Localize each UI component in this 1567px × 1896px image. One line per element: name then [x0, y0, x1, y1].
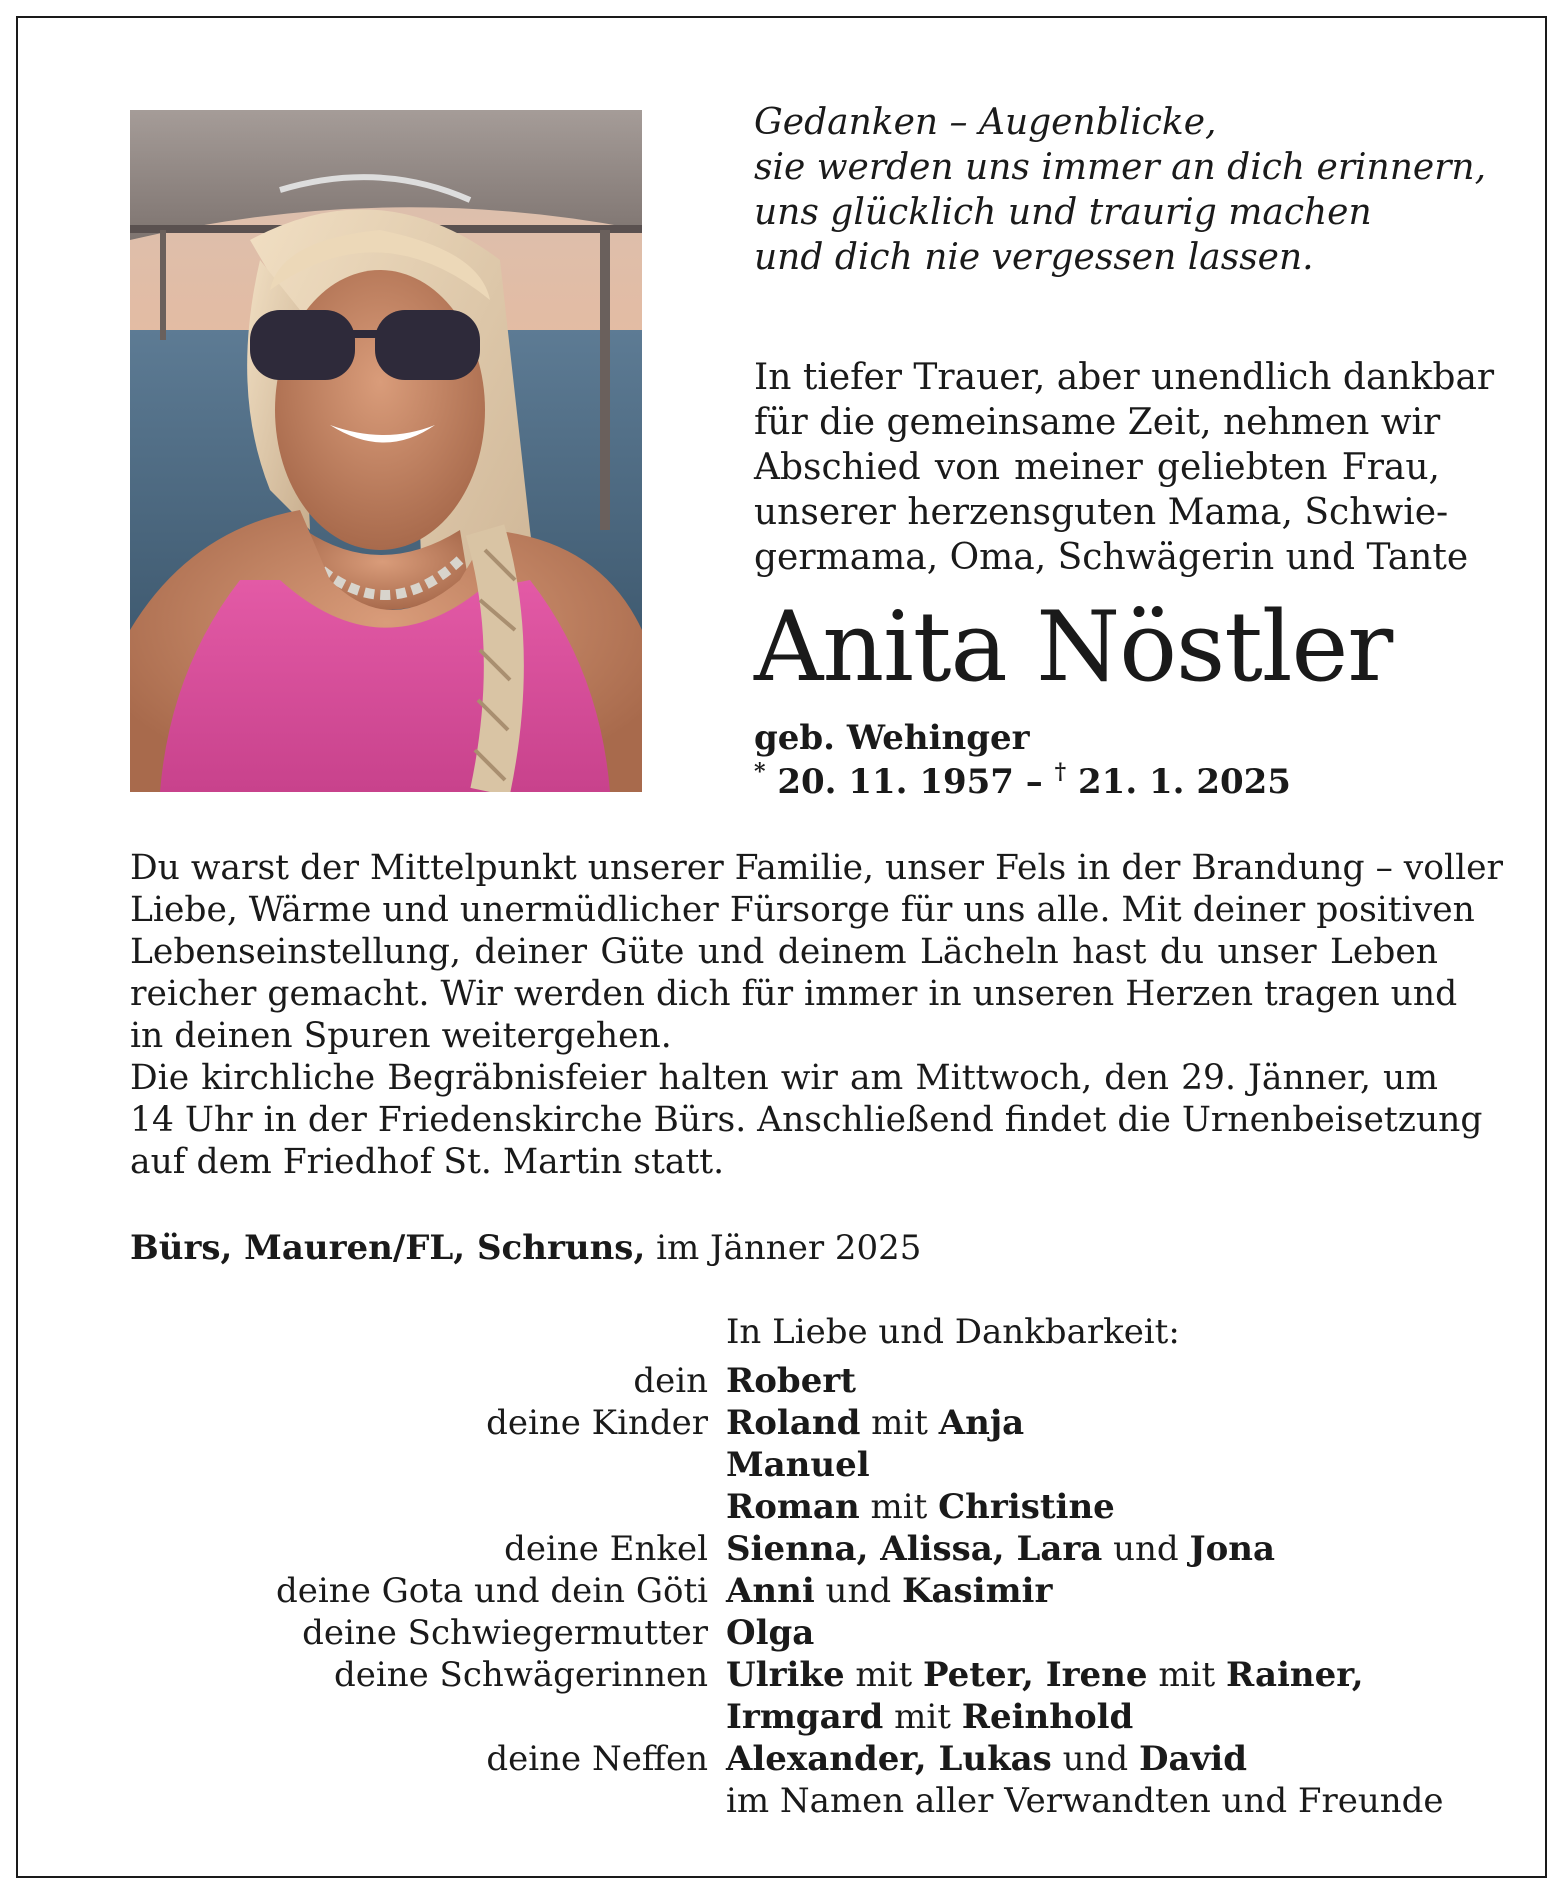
family-relation — [130, 1444, 726, 1486]
family-row — [130, 1738, 1460, 1780]
family-connector: mit — [859, 1487, 939, 1527]
family-relation: deine Schwägerinnen — [333, 1655, 708, 1695]
family-member-name: Roland — [726, 1403, 861, 1443]
family-relation — [130, 1696, 726, 1738]
family-member-name: Olga — [726, 1613, 815, 1653]
birth-mark: * — [754, 759, 766, 785]
family-connector: mit — [1147, 1655, 1226, 1695]
tribute-paragraph — [130, 847, 1504, 1183]
family-connector: im Namen aller Verwandten und Freunde — [726, 1781, 1444, 1821]
family-member-name: Irmgard — [726, 1697, 884, 1737]
funeral-info-line: 14 Uhr in der Friedenskirche Bürs. Anschließend findet die Urnenbeisetzung — [130, 1100, 1483, 1140]
tribute-line: Lebenseinstellung, deiner Güte und deinem Lächeln hast du unser Leben — [130, 932, 1438, 972]
family-members — [726, 1360, 856, 1402]
quote-line: uns glücklich und traurig machen — [754, 192, 1372, 233]
tribute-line: Du warst der Mittelpunkt unserer Familie, unser Fels in der Brandung – voller — [130, 848, 1504, 888]
family-row — [130, 1402, 1460, 1444]
death-mark: † — [1054, 759, 1067, 785]
tribute-line: in deinen Spuren weitergehen. — [130, 1016, 672, 1056]
intro-line: germama, Oma, Schwägerin und Tante — [754, 537, 1469, 578]
intro-line: Abschied von meiner geliebten Frau, — [754, 447, 1440, 488]
family-relation — [130, 1780, 726, 1822]
family-member-name: Manuel — [726, 1445, 870, 1485]
family-row — [130, 1696, 1460, 1738]
family-connector: mit — [860, 1403, 939, 1443]
family-row — [130, 1654, 1460, 1696]
intro-line: für die gemeinsame Zeit, nehmen wir — [754, 402, 1441, 443]
quote-line: Gedanken – Augenblicke, — [754, 102, 1217, 143]
family-member-name: Kasimir — [901, 1571, 1053, 1611]
family-connector: mit — [883, 1697, 962, 1737]
funeral-info-line: auf dem Friedhof St. Martin statt. — [130, 1142, 725, 1182]
family-members — [726, 1780, 1444, 1822]
family-row — [130, 1612, 1460, 1654]
quote-line: und dich nie vergessen lassen. — [754, 237, 1314, 278]
family-row — [130, 1528, 1460, 1570]
family-members — [726, 1570, 1052, 1612]
family-relation: deine Gota und dein Göti — [276, 1571, 708, 1611]
quote-line: sie werden uns immer an dich erinnern, — [754, 147, 1487, 188]
date-separator: – — [1013, 762, 1055, 802]
intro-line: unserer herzensguten Mama, Schwie- — [754, 492, 1449, 533]
life-dates — [754, 760, 1291, 804]
tribute-line: Liebe, Wärme und unermüdlicher Fürsorge für uns alle. Mit deiner positiven — [130, 890, 1475, 930]
place-locations: Bürs, Mauren/FL, Schruns, — [130, 1228, 646, 1268]
deceased-name: Anita Nöstler — [754, 591, 1393, 703]
family-member-name: Anni — [726, 1571, 815, 1611]
family-members — [726, 1444, 870, 1486]
family-list — [130, 1360, 1460, 1822]
family-member-name: Reinhold — [961, 1697, 1134, 1737]
family-member-name: Sienna, Alissa, Lara — [726, 1529, 1103, 1569]
family-row — [130, 1780, 1460, 1822]
family-row — [130, 1570, 1460, 1612]
intro-line: In tiefer Trauer, aber unendlich dankbar — [754, 357, 1495, 398]
place-date: im Jänner 2025 — [645, 1228, 922, 1268]
family-member-name: Anja — [938, 1403, 1025, 1443]
family-member-name: Christine — [938, 1487, 1115, 1527]
family-connector: und — [814, 1571, 902, 1611]
family-row — [130, 1444, 1460, 1486]
family-members — [726, 1402, 1024, 1444]
family-member-name: Ulrike — [726, 1655, 845, 1695]
family-connector: und — [1051, 1739, 1140, 1779]
family-members — [726, 1486, 1115, 1528]
funeral-info-line: Die kirchliche Begräbnisfeier halten wir am Mittwoch, den 29. Jänner, um — [130, 1058, 1438, 1098]
family-member-name: Rainer, — [1225, 1655, 1364, 1695]
family-relation: dein — [633, 1361, 708, 1401]
death-date: 21. 1. 2025 — [1078, 762, 1291, 802]
family-members — [726, 1738, 1247, 1780]
family-members — [726, 1696, 1133, 1738]
family-member-name: David — [1139, 1739, 1247, 1779]
birth-date: 20. 11. 1957 — [777, 762, 1014, 802]
intro-paragraph — [754, 355, 1495, 580]
family-member-name: Jona — [1189, 1529, 1276, 1569]
family-connector: und — [1102, 1529, 1190, 1569]
family-member-name: Alexander, Lukas — [726, 1739, 1052, 1779]
family-member-name: Robert — [726, 1361, 856, 1401]
family-relation: deine Enkel — [504, 1529, 708, 1569]
family-relation — [130, 1486, 726, 1528]
family-member-name: Roman — [726, 1487, 860, 1527]
family-members — [726, 1528, 1275, 1570]
family-relation: deine Kinder — [486, 1403, 708, 1443]
family-members — [726, 1654, 1364, 1696]
family-relation: deine Schwiegermutter — [302, 1613, 708, 1653]
tribute-line: reicher gemacht. Wir werden dich für immer in unseren Herzen tragen und — [130, 974, 1458, 1014]
birth-name: geb. Wehinger — [754, 718, 1030, 758]
place-and-date — [130, 1226, 921, 1270]
signoff-heading: In Liebe und Dankbarkeit: — [726, 1312, 1180, 1352]
family-connector: mit — [844, 1655, 923, 1695]
family-members — [726, 1612, 814, 1654]
memorial-quote — [754, 100, 1487, 280]
family-row — [130, 1360, 1460, 1402]
portrait-photo — [130, 110, 642, 792]
family-member-name: Peter, Irene — [923, 1655, 1148, 1695]
family-row — [130, 1486, 1460, 1528]
family-relation: deine Neffen — [486, 1739, 708, 1779]
